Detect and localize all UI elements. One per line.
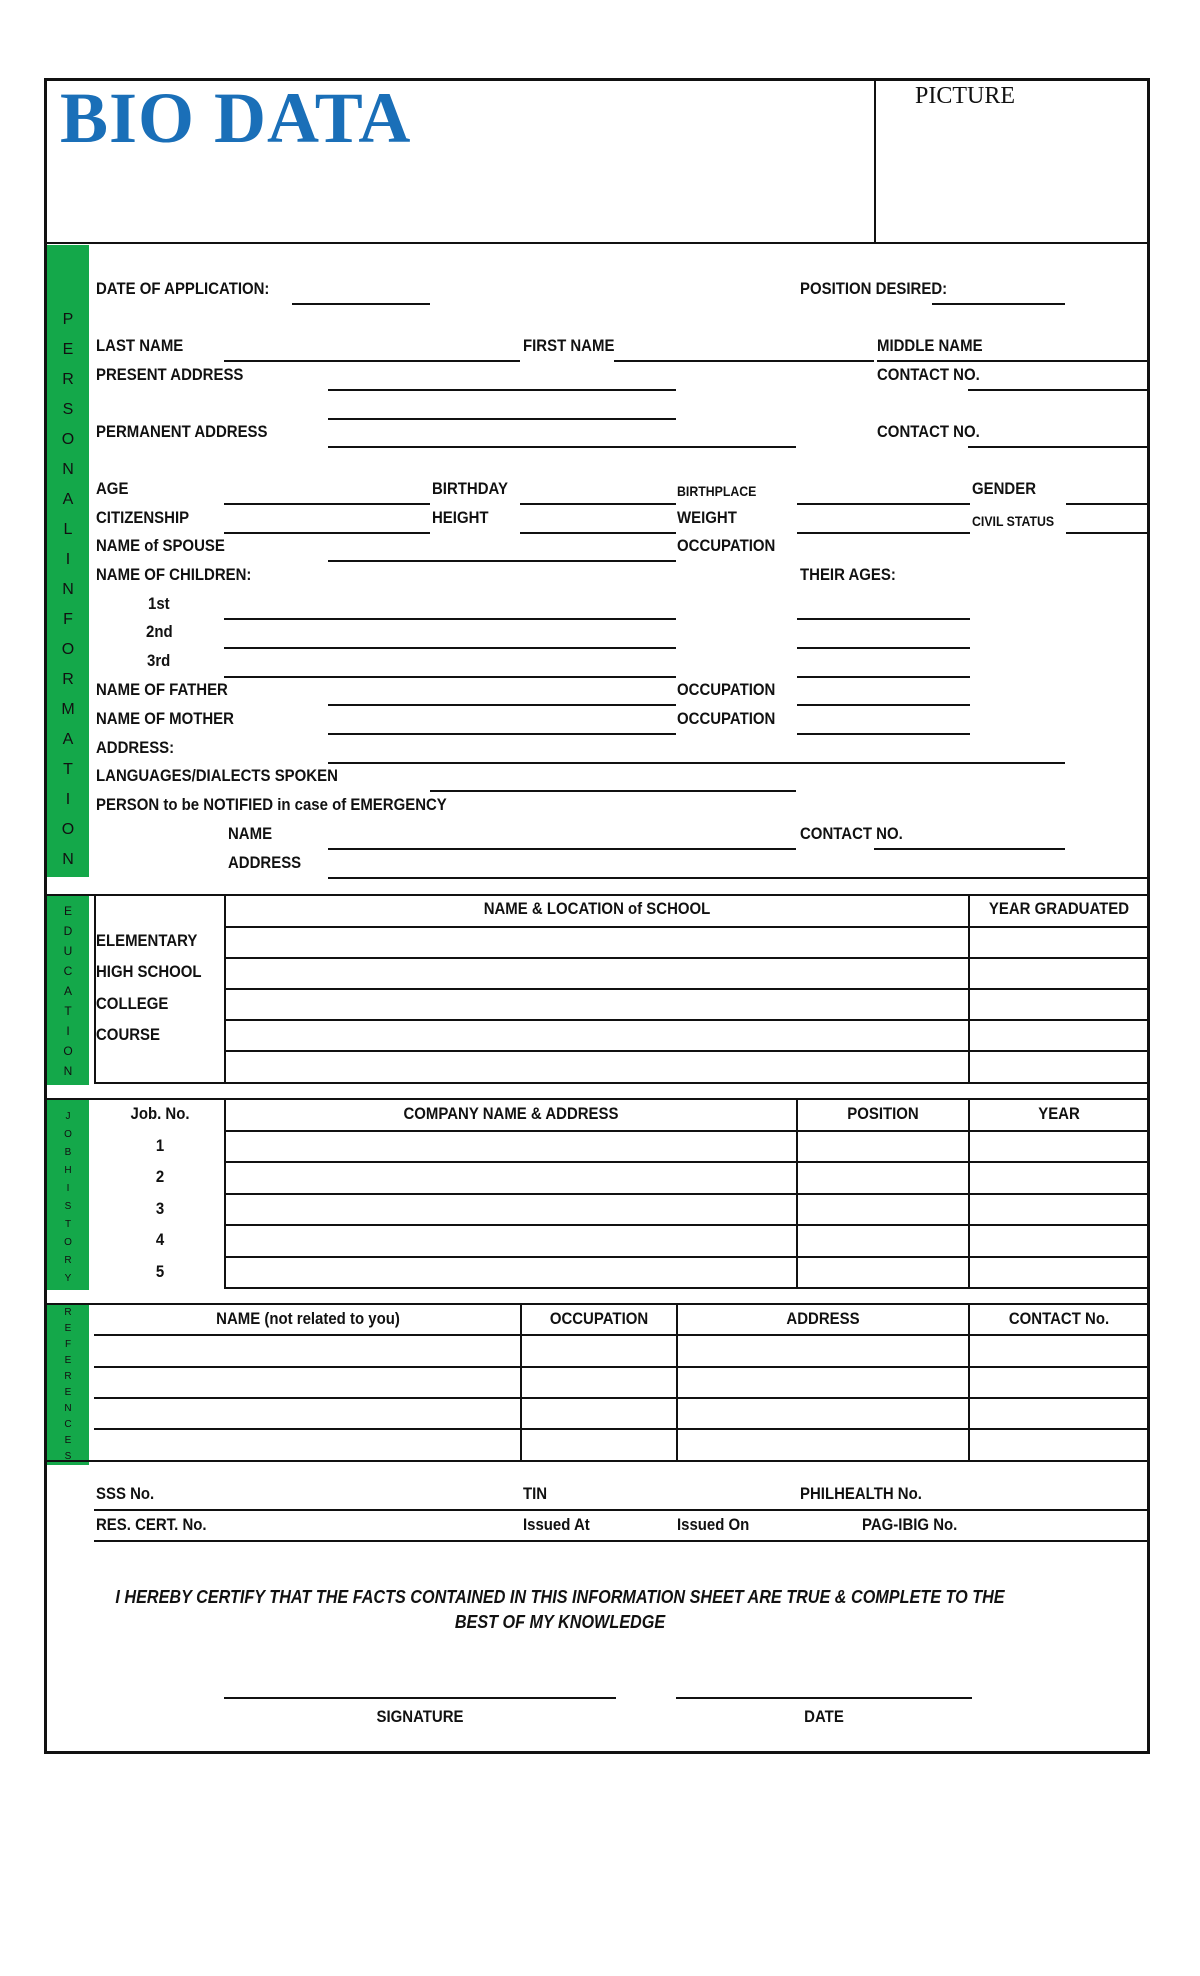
school-header: NAME & LOCATION of SCHOOL [483,899,711,918]
child-2-label: 2nd [146,622,173,641]
references-top-divider [46,1303,1148,1305]
position-desired-field[interactable] [932,303,1065,305]
height-field[interactable] [520,532,676,534]
date-of-application-label: DATE OF APPLICATION: [96,279,270,298]
signature-field[interactable] [224,1697,616,1699]
education-vertical-label [47,901,89,1081]
parents-address-label: ADDRESS: [96,738,175,757]
references-col-line [676,1303,678,1460]
vertical-letter: T [64,1004,72,1018]
vertical-letter: T [63,761,73,778]
education-row-line [224,988,1150,990]
job-history-sidebar [47,1100,89,1290]
personal-info-sidebar [47,245,89,877]
first-name-label: FIRST NAME [523,336,615,355]
signature-label: SIGNATURE [376,1707,464,1726]
position-header: POSITION [847,1104,919,1123]
vertical-letter: O [61,641,75,658]
vertical-letter: O [61,431,75,448]
age-label: AGE [96,479,129,498]
vertical-letter: E [64,1355,72,1366]
contact-no-field-2[interactable] [968,446,1150,448]
civil-status-label: CIVIL STATUS [972,513,1055,529]
job-row-line [224,1161,1150,1163]
education-row-label: HIGH SCHOOL [96,962,202,981]
parents-address-field[interactable] [328,762,1065,764]
child-3-age-field[interactable] [797,676,970,678]
issued-at-label: Issued At [523,1515,590,1534]
child-2-name-field[interactable] [224,647,676,649]
last-name-field[interactable] [224,360,520,362]
weight-field[interactable] [797,532,970,534]
vertical-letter: N [62,461,74,478]
emergency-name-label: NAME [228,824,273,843]
vertical-letter: P [62,311,74,328]
job-col-line [224,1098,226,1289]
child-3-name-field[interactable] [224,676,676,678]
father-occupation-label: OCCUPATION [677,680,776,699]
sss-label: SSS No. [96,1484,155,1503]
education-row-label: ELEMENTARY [96,931,198,950]
first-name-field[interactable] [614,360,874,362]
mother-occupation-field[interactable] [797,733,970,735]
birthday-field[interactable] [520,503,676,505]
vertical-letter: T [64,1219,72,1230]
vertical-letter: E [64,1387,72,1398]
vertical-letter: J [65,1111,71,1122]
references-bottom-line [46,1460,1148,1462]
contact-no-label: CONTACT NO. [877,365,980,384]
emergency-address-label: ADDRESS [228,853,302,872]
emergency-contact-label: CONTACT NO. [800,824,903,843]
job-row-number: 5 [155,1262,165,1281]
emergency-address-field[interactable] [328,877,1150,879]
education-col-line [224,894,226,1084]
reference-occupation-header: OCCUPATION [549,1309,649,1328]
vertical-letter: B [64,1147,72,1158]
emergency-label: PERSON to be NOTIFIED in case of EMERGENCY [96,795,447,814]
vertical-letter: O [64,1237,72,1248]
name-of-father-label: NAME OF FATHER [96,680,228,699]
job-history-vertical-label [47,1108,89,1288]
certification-text: I HEREBY CERTIFY THAT THE FACTS CONTAINED IN THIS INFORMATION SHEET ARE TRUE & COMPLETE TO THE BEST OF MY KNOWLEDGE [115,1587,1005,1632]
reference-name-header: NAME (not related to you) [216,1309,400,1328]
citizenship-label: CITIZENSHIP [96,508,190,527]
mother-occupation-label: OCCUPATION [677,709,776,728]
gender-label: GENDER [972,479,1037,498]
reference-contact-header: CONTACT No. [1008,1309,1110,1328]
vertical-letter: S [62,401,74,418]
weight-label: WEIGHT [677,508,737,527]
present-address-field[interactable] [328,389,676,391]
education-col-line [968,894,970,1084]
education-sidebar [47,895,89,1085]
their-ages-label: THEIR AGES: [800,565,896,584]
vertical-letter: U [63,944,73,958]
year-header: YEAR [1038,1104,1080,1123]
job-row-number: 2 [155,1167,165,1186]
name-of-mother-field[interactable] [328,733,676,735]
civil-status-field[interactable] [1066,532,1150,534]
references-row-line [94,1366,1150,1368]
vertical-letter: F [63,611,73,628]
philhealth-label: PHILHEALTH No. [800,1484,922,1503]
child-1-label: 1st [148,594,170,613]
references-sidebar [47,1305,89,1465]
res-cert-label: RES. CERT. No. [96,1515,207,1534]
vertical-letter: R [64,1307,72,1318]
picture-label: PICTURE [915,83,1016,109]
vertical-letter: R [64,1255,72,1266]
job-row-line [224,1193,1150,1195]
vertical-letter: A [63,984,72,998]
name-of-mother-label: NAME OF MOTHER [96,709,234,728]
contact-no-label-2: CONTACT NO. [877,422,980,441]
vertical-letter: N [64,1403,72,1414]
date-signed-field[interactable] [676,1697,972,1699]
vertical-letter: N [63,1064,73,1078]
job-row-line [224,1256,1150,1258]
page-title: BIO DATA [60,78,412,158]
birthplace-field[interactable] [797,503,970,505]
child-3-label: 3rd [147,651,171,670]
last-name-label: LAST NAME [96,336,184,355]
birthplace-label: BIRTHPLACE [677,483,757,499]
education-row-line [224,1050,1150,1052]
vertical-letter: O [61,821,75,838]
job-no-header: Job. No. [130,1104,190,1123]
date-of-application-field[interactable] [292,303,430,305]
year-graduated-header: YEAR GRADUATED [988,899,1130,918]
issued-on-label: Issued On [677,1515,750,1534]
picture-box-divider [874,80,876,243]
date-label: DATE [804,1707,844,1726]
vertical-letter: O [63,1044,73,1058]
education-row-line [224,1019,1150,1021]
vertical-letter: N [62,581,74,598]
contact-no-field[interactable] [968,389,1150,391]
vertical-letter: Y [64,1273,72,1284]
vertical-letter: E [63,904,72,918]
job-row-line [224,1224,1150,1226]
job-row-number: 1 [155,1136,165,1155]
vertical-letter: C [64,1419,72,1430]
company-header: COMPANY NAME & ADDRESS [403,1104,619,1123]
education-header-line [224,926,1150,928]
vertical-letter: A [62,731,74,748]
job-row-number: 3 [155,1199,165,1218]
vertical-letter: D [63,924,73,938]
emergency-contact-field[interactable] [874,848,1065,850]
emergency-name-field[interactable] [328,848,796,850]
languages-field[interactable] [430,790,796,792]
pagibig-label: PAG-IBIG No. [862,1515,958,1534]
references-header-line [94,1334,1150,1336]
reference-address-header: ADDRESS [786,1309,860,1328]
present-address-field-2[interactable] [328,418,676,420]
name-of-spouse-label: NAME of SPOUSE [96,536,225,555]
permanent-address-label: PERMANENT ADDRESS [96,422,268,441]
job-row-number: 4 [155,1230,165,1249]
header-divider [46,242,1148,244]
education-row-label: COURSE [96,1025,161,1044]
education-col-line [94,894,96,1084]
vertical-letter: I [65,551,71,568]
gender-field[interactable] [1066,503,1150,505]
father-occupation-field[interactable] [797,704,970,706]
references-row-line [94,1428,1150,1430]
education-bottom-line [94,1082,1150,1084]
name-of-spouse-field[interactable] [328,560,676,562]
position-desired-label: POSITION DESIRED: [800,279,948,298]
name-of-father-field[interactable] [328,704,676,706]
references-col-line [968,1303,970,1460]
vertical-letter: S [64,1201,72,1212]
ids-bottom-divider [94,1540,1150,1542]
education-row-line [224,957,1150,959]
vertical-letter: E [64,1435,72,1446]
vertical-letter: N [62,851,74,868]
vertical-letter: R [62,671,74,688]
spouse-occupation-label: OCCUPATION [677,536,776,555]
job-header-line [224,1130,1150,1132]
present-address-label: PRESENT ADDRESS [96,365,244,384]
name-of-children-label: NAME OF CHILDREN: [96,565,252,584]
references-col-line [520,1303,522,1460]
education-row-label: COLLEGE [96,994,169,1013]
references-row-line [94,1397,1150,1399]
vertical-letter: M [61,701,75,718]
permanent-address-field[interactable] [328,446,796,448]
ids-divider [94,1509,1150,1511]
education-top-divider [46,894,1148,896]
vertical-letter: E [62,341,74,358]
tin-label: TIN [523,1484,548,1503]
vertical-letter: R [64,1371,72,1382]
languages-label: LANGUAGES/DIALECTS SPOKEN [96,766,338,785]
personal-info-vertical-label [47,305,89,875]
vertical-letter: F [64,1339,72,1350]
references-vertical-label [47,1305,89,1465]
vertical-letter: C [63,964,73,978]
job-col-line [796,1098,798,1289]
job-history-top-divider [46,1098,1148,1100]
child-1-age-field[interactable] [797,618,970,620]
child-1-name-field[interactable] [224,618,676,620]
vertical-letter: A [62,491,74,508]
citizenship-field[interactable] [224,532,430,534]
vertical-letter: L [63,521,73,538]
vertical-letter: R [62,371,74,388]
height-label: HEIGHT [432,508,489,527]
vertical-letter: H [64,1165,72,1176]
vertical-letter: E [64,1323,72,1334]
middle-name-label: MIDDLE NAME [877,336,983,355]
vertical-letter: I [66,1183,70,1194]
child-2-age-field[interactable] [797,647,970,649]
job-bottom-line [224,1287,1150,1289]
job-col-line [968,1098,970,1289]
vertical-letter: O [64,1129,72,1140]
birthday-label: BIRTHDAY [432,479,508,498]
vertical-letter: I [66,1024,70,1038]
vertical-letter: I [65,791,71,808]
certification-statement [60,1585,1060,1635]
middle-name-field[interactable] [877,360,1150,362]
vertical-letter: S [64,1451,72,1462]
age-field[interactable] [224,503,430,505]
